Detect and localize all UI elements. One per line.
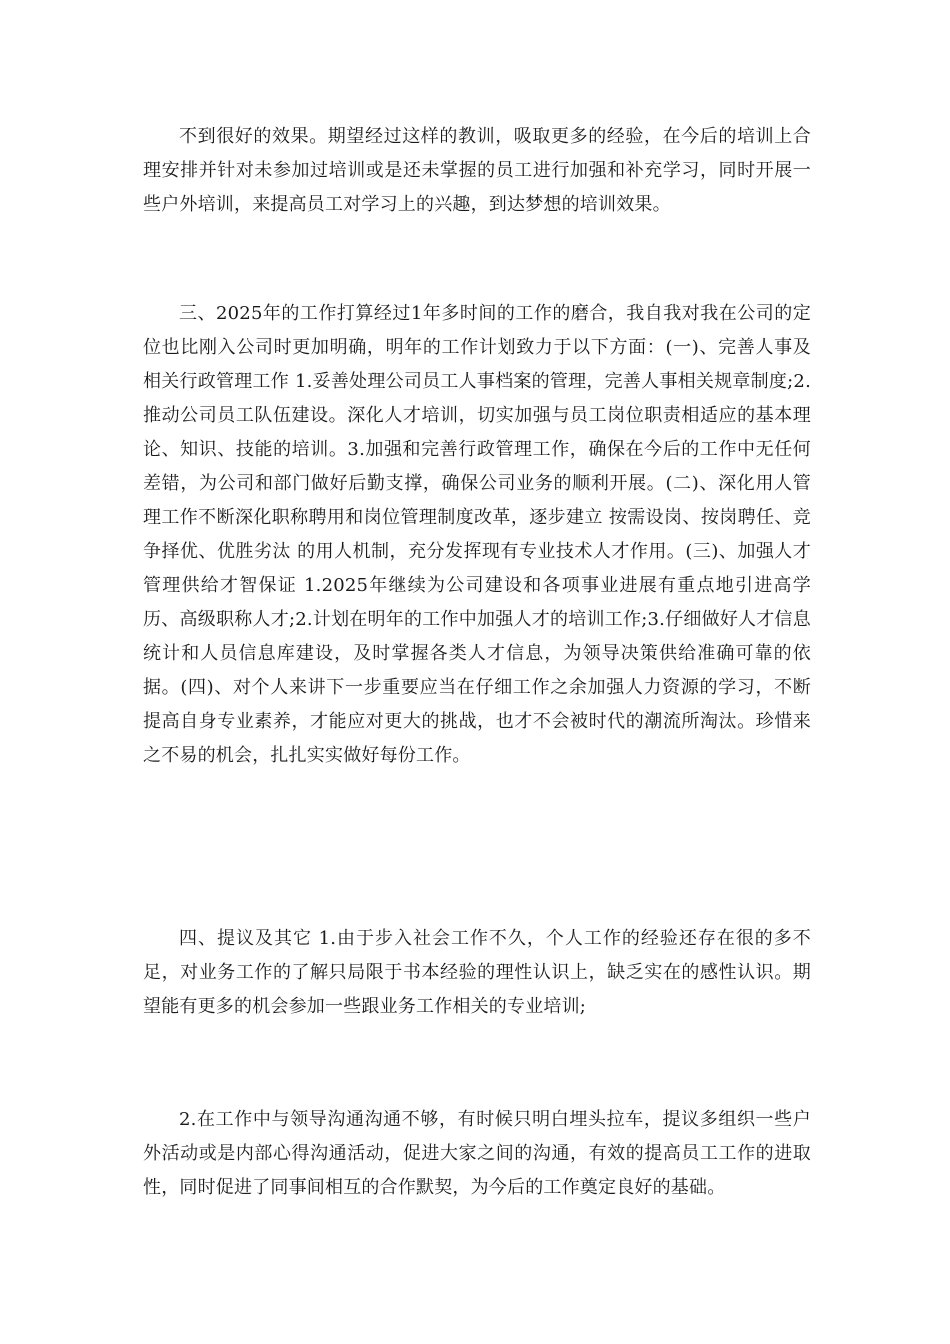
paragraph-work-plan-2025: 三、2025年的工作打算经过1年多时间的工作的磨合，我自我对我在公司的定位也比刚入公司时更加明确，明年的工作计划致力于以下方面：(一)、完善人事及相关行政管理工作 1.妥善处理公司员工人事档案的管理，完善人事相关规章制度;2.推动公司员工队伍建设。深化人才培训，切实加强与员工岗位职责相适应的基本理论、知识、技能的培训。3.加强和完善行政管理工作，确保在今后的工作中无任何差错，为公司和部门做好后勤支撑，确保公司业务的顺利开展。(二)、深化用人管理工作不断深化职称聘用和岗位管理制度改革，逐步建立 按需设岗、按岗聘任、竞争择优、优胜劣汰 的用人机制，充分发挥现有专业技术人才作用。(三)、加强人才管理供给才智保证 1.2025年继续为公司建设和各项事业进展有重点地引进高学历、高级职称人才;2.计划在明年的工作中加强人才的培训工作;3.仔细做好人才信息统计和人员信息库建设，及时掌握各类人才信息，为领导决策供给准确可靠的依据。(四)、对个人来讲下一步重要应当在仔细工作之余加强人力资源的学习，不断提高自身专业素养，才能应对更大的挑战，也才不会被时代的潮流所淘汰。珍惜来之不易的机会，扎扎实实做好每份工作。 [143, 303, 811, 766]
paragraph-suggestion-2: 2.在工作中与领导沟通沟通不够，有时候只明白埋头拉车，提议多组织一些户外活动或是内部心得沟通活动，促进大家之间的沟通，有效的提高员工工作的进取性，同时促进了同事间相互的合作默契，为今后的工作奠定良好的基础。 [143, 1109, 811, 1198]
paragraph-suggestions: 四、提议及其它 1.由于步入社会工作不久，个人工作的经验还存在很的多不足，对业务工作的了解只局限于书本经验的理性认识上，缺乏实在的感性认识。期望能有更多的机会参加一些跟业务工作相关的专业培训; [143, 928, 811, 1017]
paragraph-training-summary: 不到很好的效果。期望经过这样的教训，吸取更多的经验，在今后的培训上合理安排并针对未参加过培训或是还未掌握的员工进行加强和补充学习，同时开展一些户外培训，来提高员工对学习上的兴趣，到达梦想的培训效果。 [143, 126, 811, 215]
